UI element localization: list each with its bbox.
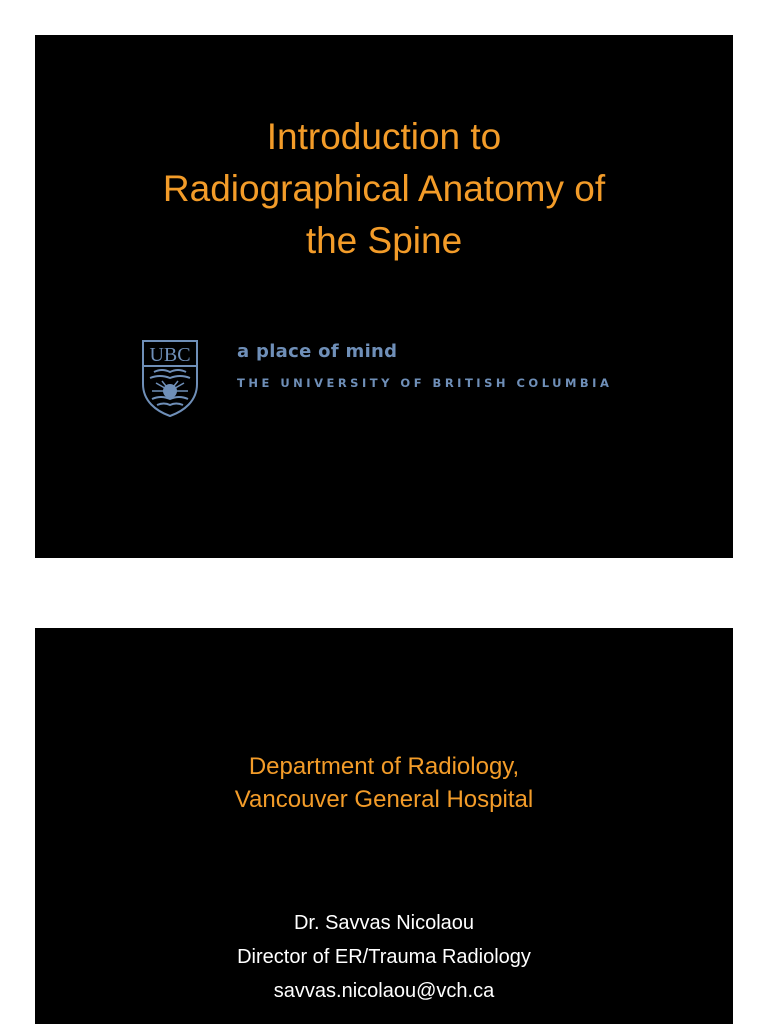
university-name: THE UNIVERSITY OF BRITISH COLUMBIA [237, 376, 613, 390]
ubc-tagline: a place of mind [237, 341, 398, 362]
ubc-crest-icon [140, 339, 200, 417]
slide-title [35, 111, 733, 266]
department-line-1: Department of Radiology, [248, 753, 520, 780]
slide-1 [35, 35, 733, 558]
author-role: Director of ER/Trauma Radiology [237, 946, 531, 968]
crest-text: UBC [149, 344, 191, 366]
author-block [35, 906, 733, 1008]
title-line-3: the Spine [305, 219, 463, 261]
department-heading [35, 750, 733, 816]
author-email: savvas.nicolaou@vch.ca [273, 980, 495, 1002]
department-line-2: Vancouver General Hospital [234, 786, 534, 814]
title-line-1: Introduction to [266, 116, 502, 157]
slide-2 [35, 628, 733, 1024]
title-line-2: Radiographical Anatomy of [162, 167, 606, 209]
author-name: Dr. Savvas Nicolaou [293, 912, 475, 934]
